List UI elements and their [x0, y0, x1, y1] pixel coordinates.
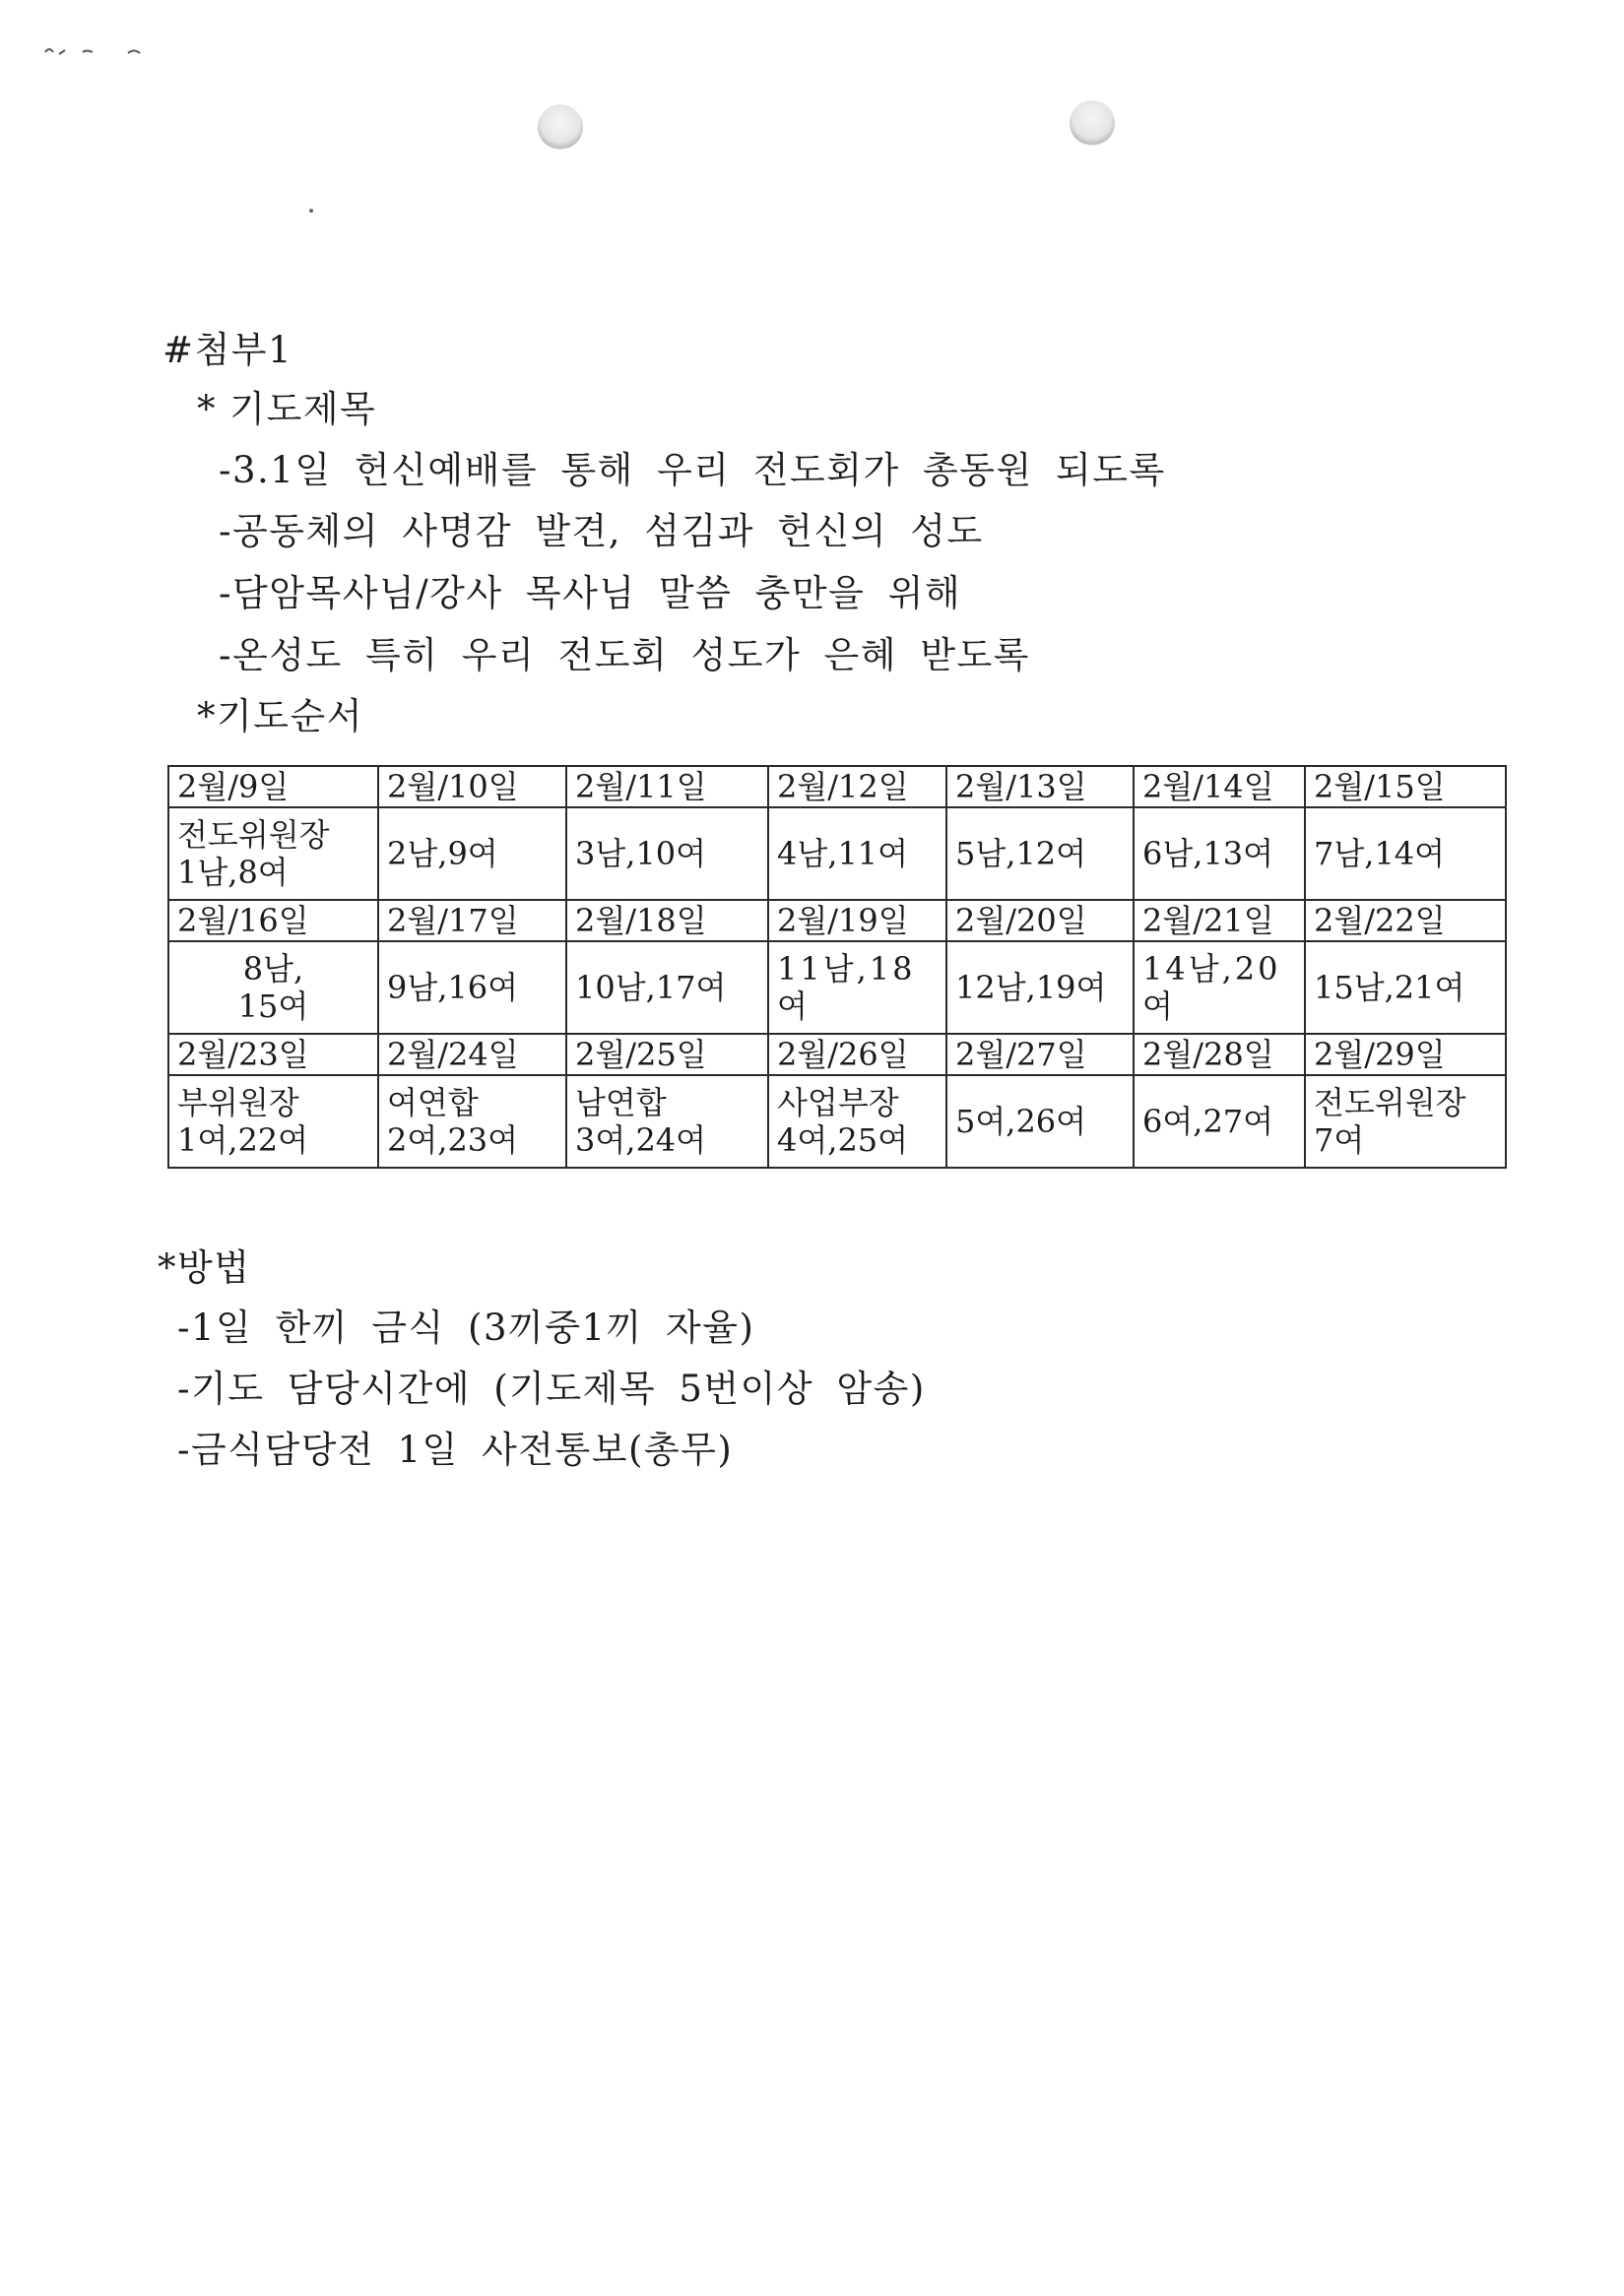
method-label: *방법: [158, 1246, 251, 1289]
prayer-topic-item: -공동체의 사명감 발견, 섬김과 헌신의 성도: [219, 510, 984, 552]
assignment-cell: [768, 807, 946, 900]
attachment-heading: #첨부1: [162, 329, 293, 371]
date-cell: 2월/18일: [566, 900, 768, 941]
method-item: -기도 담당시간에 (기도제목 5번이상 암송): [177, 1368, 926, 1410]
assignment-text: 15여: [237, 988, 309, 1025]
assignment-text: 1남,8여: [177, 854, 289, 891]
date-cell: 2월/20일: [946, 900, 1134, 941]
date-cell: 2월/23일: [168, 1034, 378, 1075]
assignment-role: 전도위원장: [177, 816, 330, 854]
assignment-text: 2남,9여: [387, 835, 498, 872]
assignment-text: 10남,17여: [575, 969, 727, 1006]
date-cell: 2월/16일: [168, 900, 378, 941]
date-cell: 2월/24일: [378, 1034, 566, 1075]
assignment-cell: [168, 1075, 378, 1168]
schedule-date-row: [168, 1034, 1506, 1075]
assignment-text: 3여,24여: [575, 1121, 707, 1159]
assignment-cell: [566, 807, 768, 900]
punch-hole-right: [1070, 100, 1115, 146]
schedule-assignment-row: [168, 807, 1506, 900]
method-item: -1일 한끼 금식 (3끼중1끼 자율): [177, 1307, 755, 1349]
date-cell: 2월/17일: [378, 900, 566, 941]
assignment-cell: [768, 941, 946, 1034]
assignment-cell: [946, 1075, 1134, 1168]
schedule-date-row: [168, 900, 1506, 941]
date-cell: 2월/27일: [946, 1034, 1134, 1075]
assignment-text: 여: [777, 988, 811, 1025]
assignment-cell: [168, 807, 378, 900]
assignment-role: 사업부장: [777, 1084, 899, 1121]
prayer-topics-label: * 기도제목: [197, 388, 377, 430]
date-cell: 2월/26일: [768, 1034, 946, 1075]
assignment-cell: [1134, 807, 1305, 900]
punch-hole-left: [538, 104, 583, 150]
assignment-role: 부위원장: [177, 1084, 299, 1121]
date-cell: 2월/25일: [566, 1034, 768, 1075]
assignment-text: 5여,26여: [955, 1103, 1087, 1140]
assignment-text: 11남,18: [777, 950, 916, 988]
assignment-cell: [768, 1075, 946, 1168]
prayer-topic-item: -담암목사님/강사 목사님 말씀 충만을 위해: [219, 572, 962, 614]
prayer-topic-item: -3.1일 헌신예배를 통해 우리 전도회가 총동원 되도록: [219, 449, 1166, 491]
assignment-cell: [1305, 807, 1506, 900]
schedule-date-row: [168, 766, 1506, 807]
assignment-cell: [566, 1075, 768, 1168]
prayer-topic-item: -온성도 특히 우리 전도회 성도가 은혜 받도록: [219, 634, 1030, 676]
assignment-text: 4남,11여: [777, 835, 909, 872]
assignment-cell: [168, 941, 378, 1034]
assignment-role: 여연합: [387, 1084, 479, 1121]
assignment-text: 7남,14여: [1314, 835, 1446, 872]
assignment-text: 6남,13여: [1142, 835, 1274, 872]
date-cell: 2월/21일: [1134, 900, 1305, 941]
method-item: -금식담당전 1일 사전통보(총무): [177, 1429, 734, 1471]
scan-dot: [309, 209, 313, 213]
assignment-cell: [1305, 941, 1506, 1034]
prayer-schedule-table: [167, 765, 1507, 1169]
date-cell: 2월/12일: [768, 766, 946, 807]
assignment-text: 여: [1142, 988, 1176, 1025]
assignment-cell: [1305, 1075, 1506, 1168]
date-cell: 2월/19일: [768, 900, 946, 941]
assignment-cell: [378, 1075, 566, 1168]
assignment-text: 8남,: [242, 950, 304, 988]
date-cell: 2월/15일: [1305, 766, 1506, 807]
assignment-role: 전도위원장: [1314, 1084, 1466, 1121]
assignment-text: 12남,19여: [955, 969, 1107, 1006]
assignment-text: 4여,25여: [777, 1121, 909, 1159]
date-cell: 2월/13일: [946, 766, 1134, 807]
date-cell: 2월/22일: [1305, 900, 1506, 941]
assignment-text: 2여,23여: [387, 1121, 519, 1159]
assignment-cell: [946, 941, 1134, 1034]
assignment-text: 3남,10여: [575, 835, 707, 872]
assignment-text: 14남,20: [1142, 950, 1281, 988]
schedule-assignment-row: [168, 941, 1506, 1034]
assignment-cell: [1134, 1075, 1305, 1168]
date-cell: 2월/14일: [1134, 766, 1305, 807]
assignment-cell: [946, 807, 1134, 900]
assignment-cell: [1134, 941, 1305, 1034]
assignment-cell: [378, 807, 566, 900]
date-cell: 2월/10일: [378, 766, 566, 807]
assignment-role: 남연합: [575, 1084, 667, 1121]
assignment-cell: [566, 941, 768, 1034]
assignment-text: 5남,12여: [955, 835, 1087, 872]
assignment-text: 1여,22여: [177, 1121, 309, 1159]
assignment-text: 7여: [1314, 1121, 1365, 1159]
date-cell: 2월/28일: [1134, 1034, 1305, 1075]
prayer-order-label: *기도순서: [197, 695, 363, 737]
date-cell: 2월/29일: [1305, 1034, 1506, 1075]
assignment-cell: [378, 941, 566, 1034]
date-cell: 2월/9일: [168, 766, 378, 807]
assignment-text: 6여,27여: [1142, 1103, 1274, 1140]
date-cell: 2월/11일: [566, 766, 768, 807]
assignment-text: 15남,21여: [1314, 969, 1465, 1006]
schedule-assignment-row: [168, 1075, 1506, 1168]
assignment-text: 9남,16여: [387, 969, 519, 1006]
scan-smudge: [43, 43, 152, 57]
